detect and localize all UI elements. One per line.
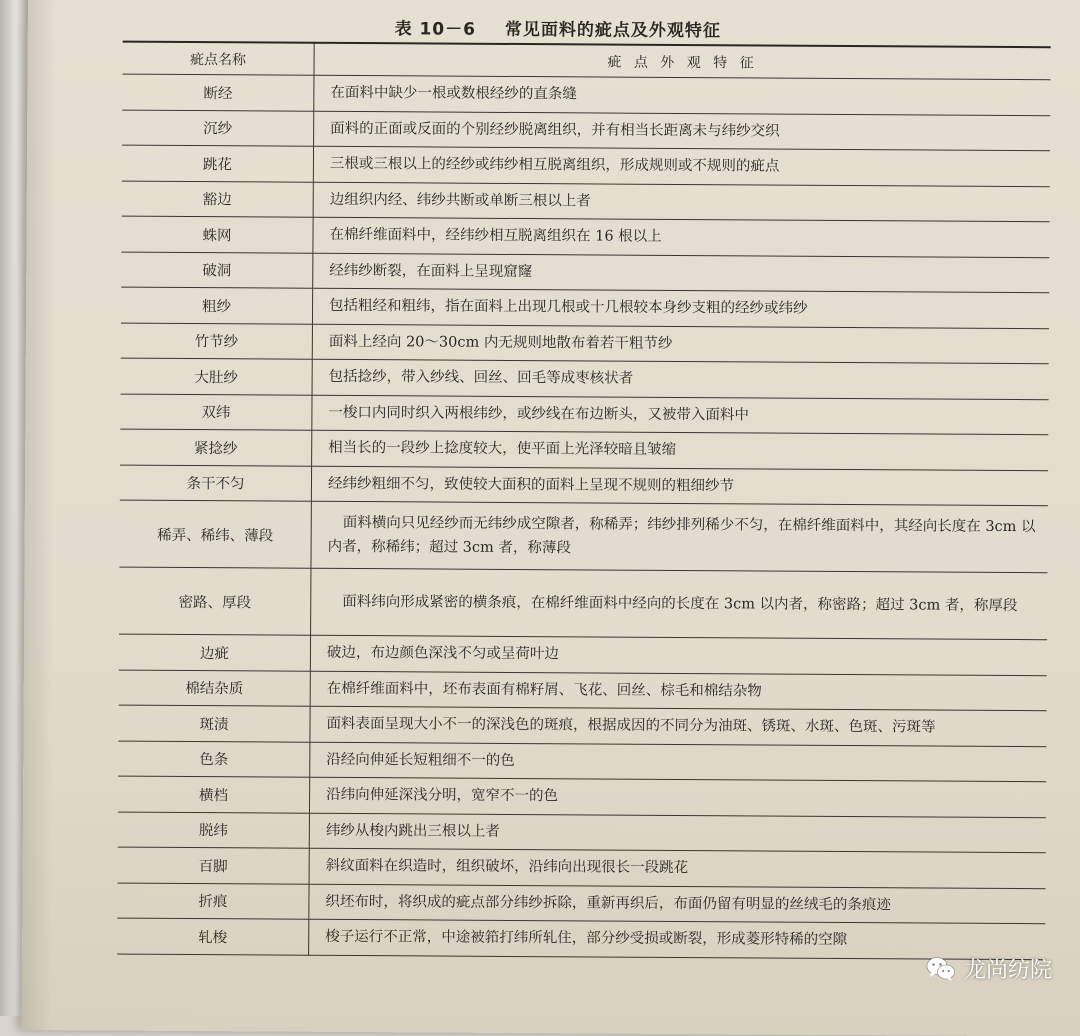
table-row (120, 394, 1048, 435)
defect-feature: 破边，布边颜色深浅不匀或呈荷叶边 (310, 635, 1047, 675)
defect-feature: 织坯布时，将织成的疵点部分纬纱拆除，重新再织后，布面仍留有明显的丝绒毛的条痕迹 (309, 884, 1046, 924)
header-defect-name: 疵点名称 (122, 42, 314, 76)
defect-feature: 在棉纤维面料中，坯布表面有棉籽屑、飞花、回丝、棕毛和棉结杂物 (310, 671, 1047, 711)
defect-feature: 边组织内经、纬纱共断或单断三根以上者 (313, 182, 1050, 222)
table-number: 表 10－6 (394, 19, 477, 40)
defect-name: 棉结杂质 (119, 670, 311, 707)
defect-name: 竹节纱 (121, 323, 313, 360)
defect-name: 折痕 (117, 883, 309, 920)
table-row (118, 741, 1046, 782)
defect-name: 跳花 (122, 145, 314, 182)
defect-name: 豁边 (122, 181, 314, 218)
defect-feature: 一梭口内同时织入两根纬纱，或纱线在布边断头，又被带入面料中 (312, 395, 1049, 435)
watermark (926, 953, 1052, 984)
table-row (122, 110, 1050, 151)
defects-table (117, 41, 1051, 960)
defect-feature: 经纬纱断裂，在面料上呈现窟窿 (313, 253, 1050, 293)
table-title (28, 12, 1080, 43)
defect-feature: 沿经向伸延长短粗细不一的色 (310, 742, 1047, 782)
table-row (119, 670, 1047, 711)
header-appearance: 疵 点 外 观 特 征 (314, 43, 1051, 80)
defect-name: 轧梭 (117, 918, 309, 955)
table-row (119, 500, 1047, 573)
table-row (117, 918, 1045, 959)
defect-feature: 包括捻纱，带入纱线、回丝、回毛等成枣核状者 (312, 359, 1049, 399)
defect-feature: 面料表面呈现大小不一的深浅色的斑痕，根据成因的不同分为油斑、锈斑、水斑、色斑、污斑等 (310, 706, 1047, 746)
table-row (122, 181, 1050, 222)
table-row (118, 847, 1046, 888)
table-row (118, 705, 1046, 746)
watermark-text: 龙尚纺院 (963, 958, 1052, 983)
table-caption: 常见面料的疵点及外观特征 (504, 19, 721, 42)
table-row (118, 812, 1046, 853)
defect-name: 边疵 (119, 634, 311, 671)
book-page (22, 0, 1080, 1036)
defect-feature: 面料纬向形成紧密的横条痕，在棉纤维面料中经向的长度在 3cm 以内者，称密路；超过 3cm 者，称厚段 (311, 568, 1048, 639)
defect-name: 粗纱 (121, 287, 313, 324)
wechat-icon (926, 956, 956, 982)
defect-feature: 面料上经向 20～30cm 内无规则地散布着若干粗节纱 (312, 324, 1049, 364)
defect-feature: 在棉纤维面料中，经纬纱相互脱离组织在 16 根以上 (313, 217, 1050, 257)
defect-feature: 斜纹面料在织造时，组织破坏，沿纬向出现很长一段跳花 (309, 848, 1046, 888)
defect-name: 破洞 (121, 252, 313, 289)
defect-feature: 沿纬向伸延深浅分明，宽窄不一的色 (309, 777, 1046, 817)
defect-name: 稀弄、稀纬、薄段 (119, 500, 311, 568)
table-row (122, 74, 1050, 115)
defect-name: 条干不匀 (120, 465, 312, 502)
table-row (121, 216, 1049, 257)
defect-feature: 相当长的一段纱上捻度较大，使平面上光泽较暗且皱缩 (312, 430, 1049, 470)
defect-feature: 三根或三根以上的经纱或纬纱相互脱离组织，形成规则或不规则的疵点 (313, 146, 1050, 186)
table-row (122, 145, 1050, 186)
defect-name: 沉纱 (122, 110, 314, 147)
table-row (119, 567, 1047, 640)
defect-name: 横档 (118, 776, 310, 813)
defect-name: 斑渍 (118, 705, 310, 742)
defect-feature: 经纬纱粗细不匀，致使较大面积的面料上呈现不规则的粗细纱节 (311, 466, 1048, 506)
defect-name: 紧捻纱 (120, 429, 312, 466)
defect-name: 双纬 (120, 394, 312, 431)
defect-feature: 面料横向只见经纱而无纬纱成空隙者，称稀弄；纬纱排列稀少不匀，在棉纤维面料中，其经向长度在 3cm 以内者，称稀纬；超过 3cm 者，称薄段 (311, 501, 1048, 572)
defect-name: 脱纬 (118, 812, 310, 849)
table-row (121, 252, 1049, 293)
defect-feature: 梭子运行不正常，中途被筘打纬所轧住，部分纱受损或断裂，形成菱形特稀的空隙 (309, 919, 1046, 959)
table-row (117, 883, 1045, 924)
defect-name: 断经 (122, 74, 314, 111)
table-row (118, 776, 1046, 817)
table-row (121, 358, 1049, 399)
table-row (120, 429, 1048, 470)
defect-name: 密路、厚段 (119, 567, 311, 635)
defect-feature: 纬纱从梭内跳出三根以上者 (309, 813, 1046, 853)
defect-name: 大肚纱 (121, 358, 313, 395)
defect-feature: 在面料中缺少一根或数根经纱的直条缝 (314, 75, 1051, 115)
table-row (121, 323, 1049, 364)
table-row (119, 634, 1047, 675)
table-row (121, 287, 1049, 328)
defect-feature: 面料的正面或反面的个别经纱脱离组织，并有相当长距离未与纬纱交织 (314, 111, 1051, 151)
defect-name: 百脚 (118, 847, 310, 884)
defect-feature: 包括粗经和粗纬，指在面料上出现几根或十几根较本身纱支粗的经纱或纬纱 (312, 288, 1049, 328)
table-row (120, 465, 1048, 506)
defect-name: 色条 (118, 741, 310, 778)
defect-name: 蛛网 (121, 216, 313, 253)
